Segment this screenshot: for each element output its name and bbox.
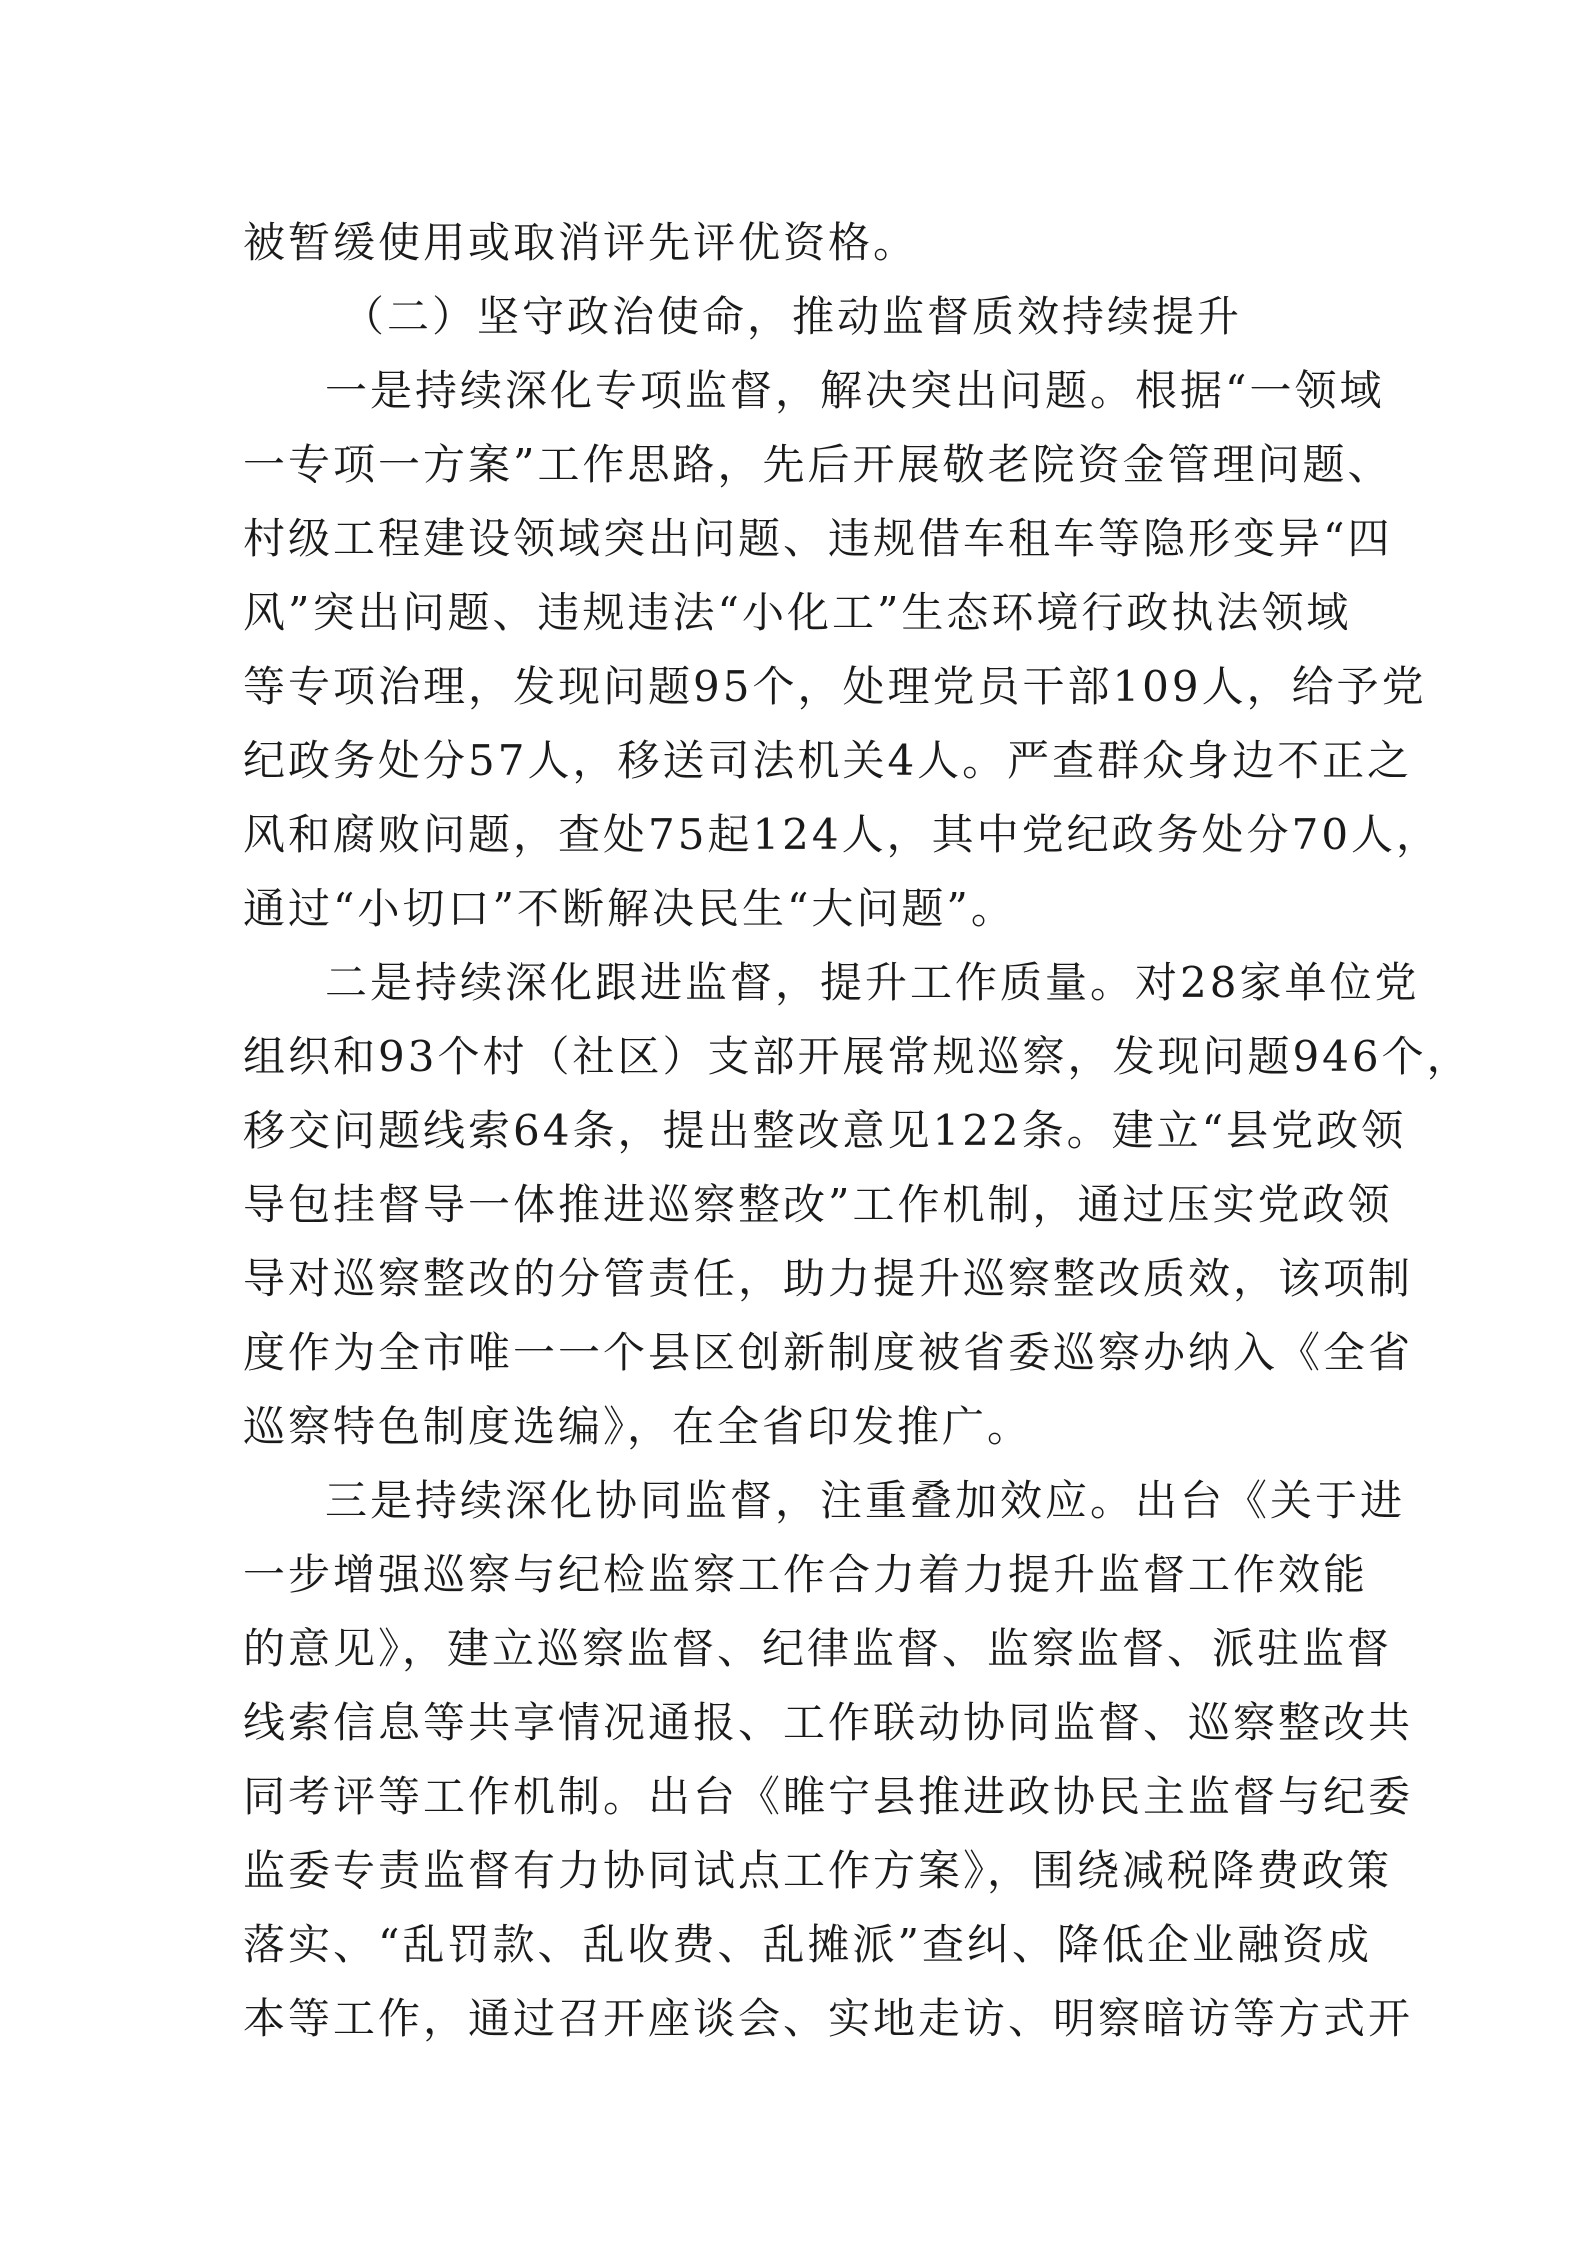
paragraph-2-line-3: 移交问题线索64条，提出整改意见122条。建立“县党政领 — [243, 1106, 1407, 1155]
text-line-1: 被暂缓使用或取消评先评优资格。 — [243, 218, 919, 267]
paragraph-1-line-7: 风和腐败问题，查处75起124人，其中党纪政务处分70人， — [243, 810, 1442, 859]
paragraph-2-line-7: 巡察特色制度选编》，在全省印发推广。 — [243, 1402, 1033, 1451]
paragraph-2-line-4: 导包挂督导一体推进巡察整改”工作机制，通过压实党政领 — [243, 1180, 1393, 1229]
paragraph-1-line-3: 村级工程建设领域突出问题、违规借车租车等隐形变异“四 — [243, 514, 1393, 563]
paragraph-1-line-5: 等专项治理，发现问题95个，处理党员干部109人，给予党 — [243, 662, 1427, 711]
paragraph-3-line-1: 三是持续深化协同监督，注重叠加效应。出台《关于进 — [325, 1476, 1406, 1525]
paragraph-3-line-5: 同考评等工作机制。出台《睢宁县推进政协民主监督与纪委 — [243, 1772, 1414, 1821]
paragraph-1-line-1: 一是持续深化专项监督，解决突出问题。根据“一领域 — [325, 366, 1385, 415]
paragraph-3-line-2: 一步增强巡察与纪检监察工作合力着力提升监督工作效能 — [243, 1550, 1369, 1599]
paragraph-2-line-6: 度作为全市唯一一个县区创新制度被省委巡察办纳入《全省 — [243, 1328, 1414, 1377]
paragraph-2-line-1: 二是持续深化跟进监督，提升工作质量。对28家单位党 — [325, 958, 1420, 1007]
paragraph-3-line-7: 落实、“乱罚款、乱收费、乱摊派”查纠、降低企业融资成 — [243, 1920, 1372, 1969]
section-heading: （二）坚守政治使命，推动监督质效持续提升 — [342, 292, 1243, 341]
paragraph-1-line-4: 风”突出问题、违规违法“小化工”生态环境行政执法领域 — [243, 588, 1352, 637]
paragraph-2-line-5: 导对巡察整改的分管责任，助力提升巡察整改质效，该项制 — [243, 1254, 1414, 1303]
paragraph-3-line-3: 的意见》，建立巡察监督、纪律监督、监察监督、派驻监督 — [243, 1624, 1393, 1673]
paragraph-3-line-8: 本等工作，通过召开座谈会、实地走访、明察暗访等方式开 — [243, 1994, 1414, 2043]
paragraph-3-line-6: 监委专责监督有力协同试点工作方案》，围绕减税降费政策 — [243, 1846, 1393, 1895]
paragraph-1-line-2: 一专项一方案”工作思路，先后开展敬老院资金管理问题、 — [243, 440, 1393, 489]
paragraph-2-line-2: 组织和93个村（社区）支部开展常规巡察，发现问题946个， — [243, 1032, 1472, 1081]
paragraph-1-line-6: 纪政务处分57人，移送司法机关4人。严查群众身边不正之 — [243, 736, 1413, 785]
paragraph-1-line-8: 通过“小切口”不断解决民生“大问题”。 — [243, 884, 1016, 933]
paragraph-3-line-4: 线索信息等共享情况通报、工作联动协同监督、巡察整改共 — [243, 1698, 1414, 1747]
